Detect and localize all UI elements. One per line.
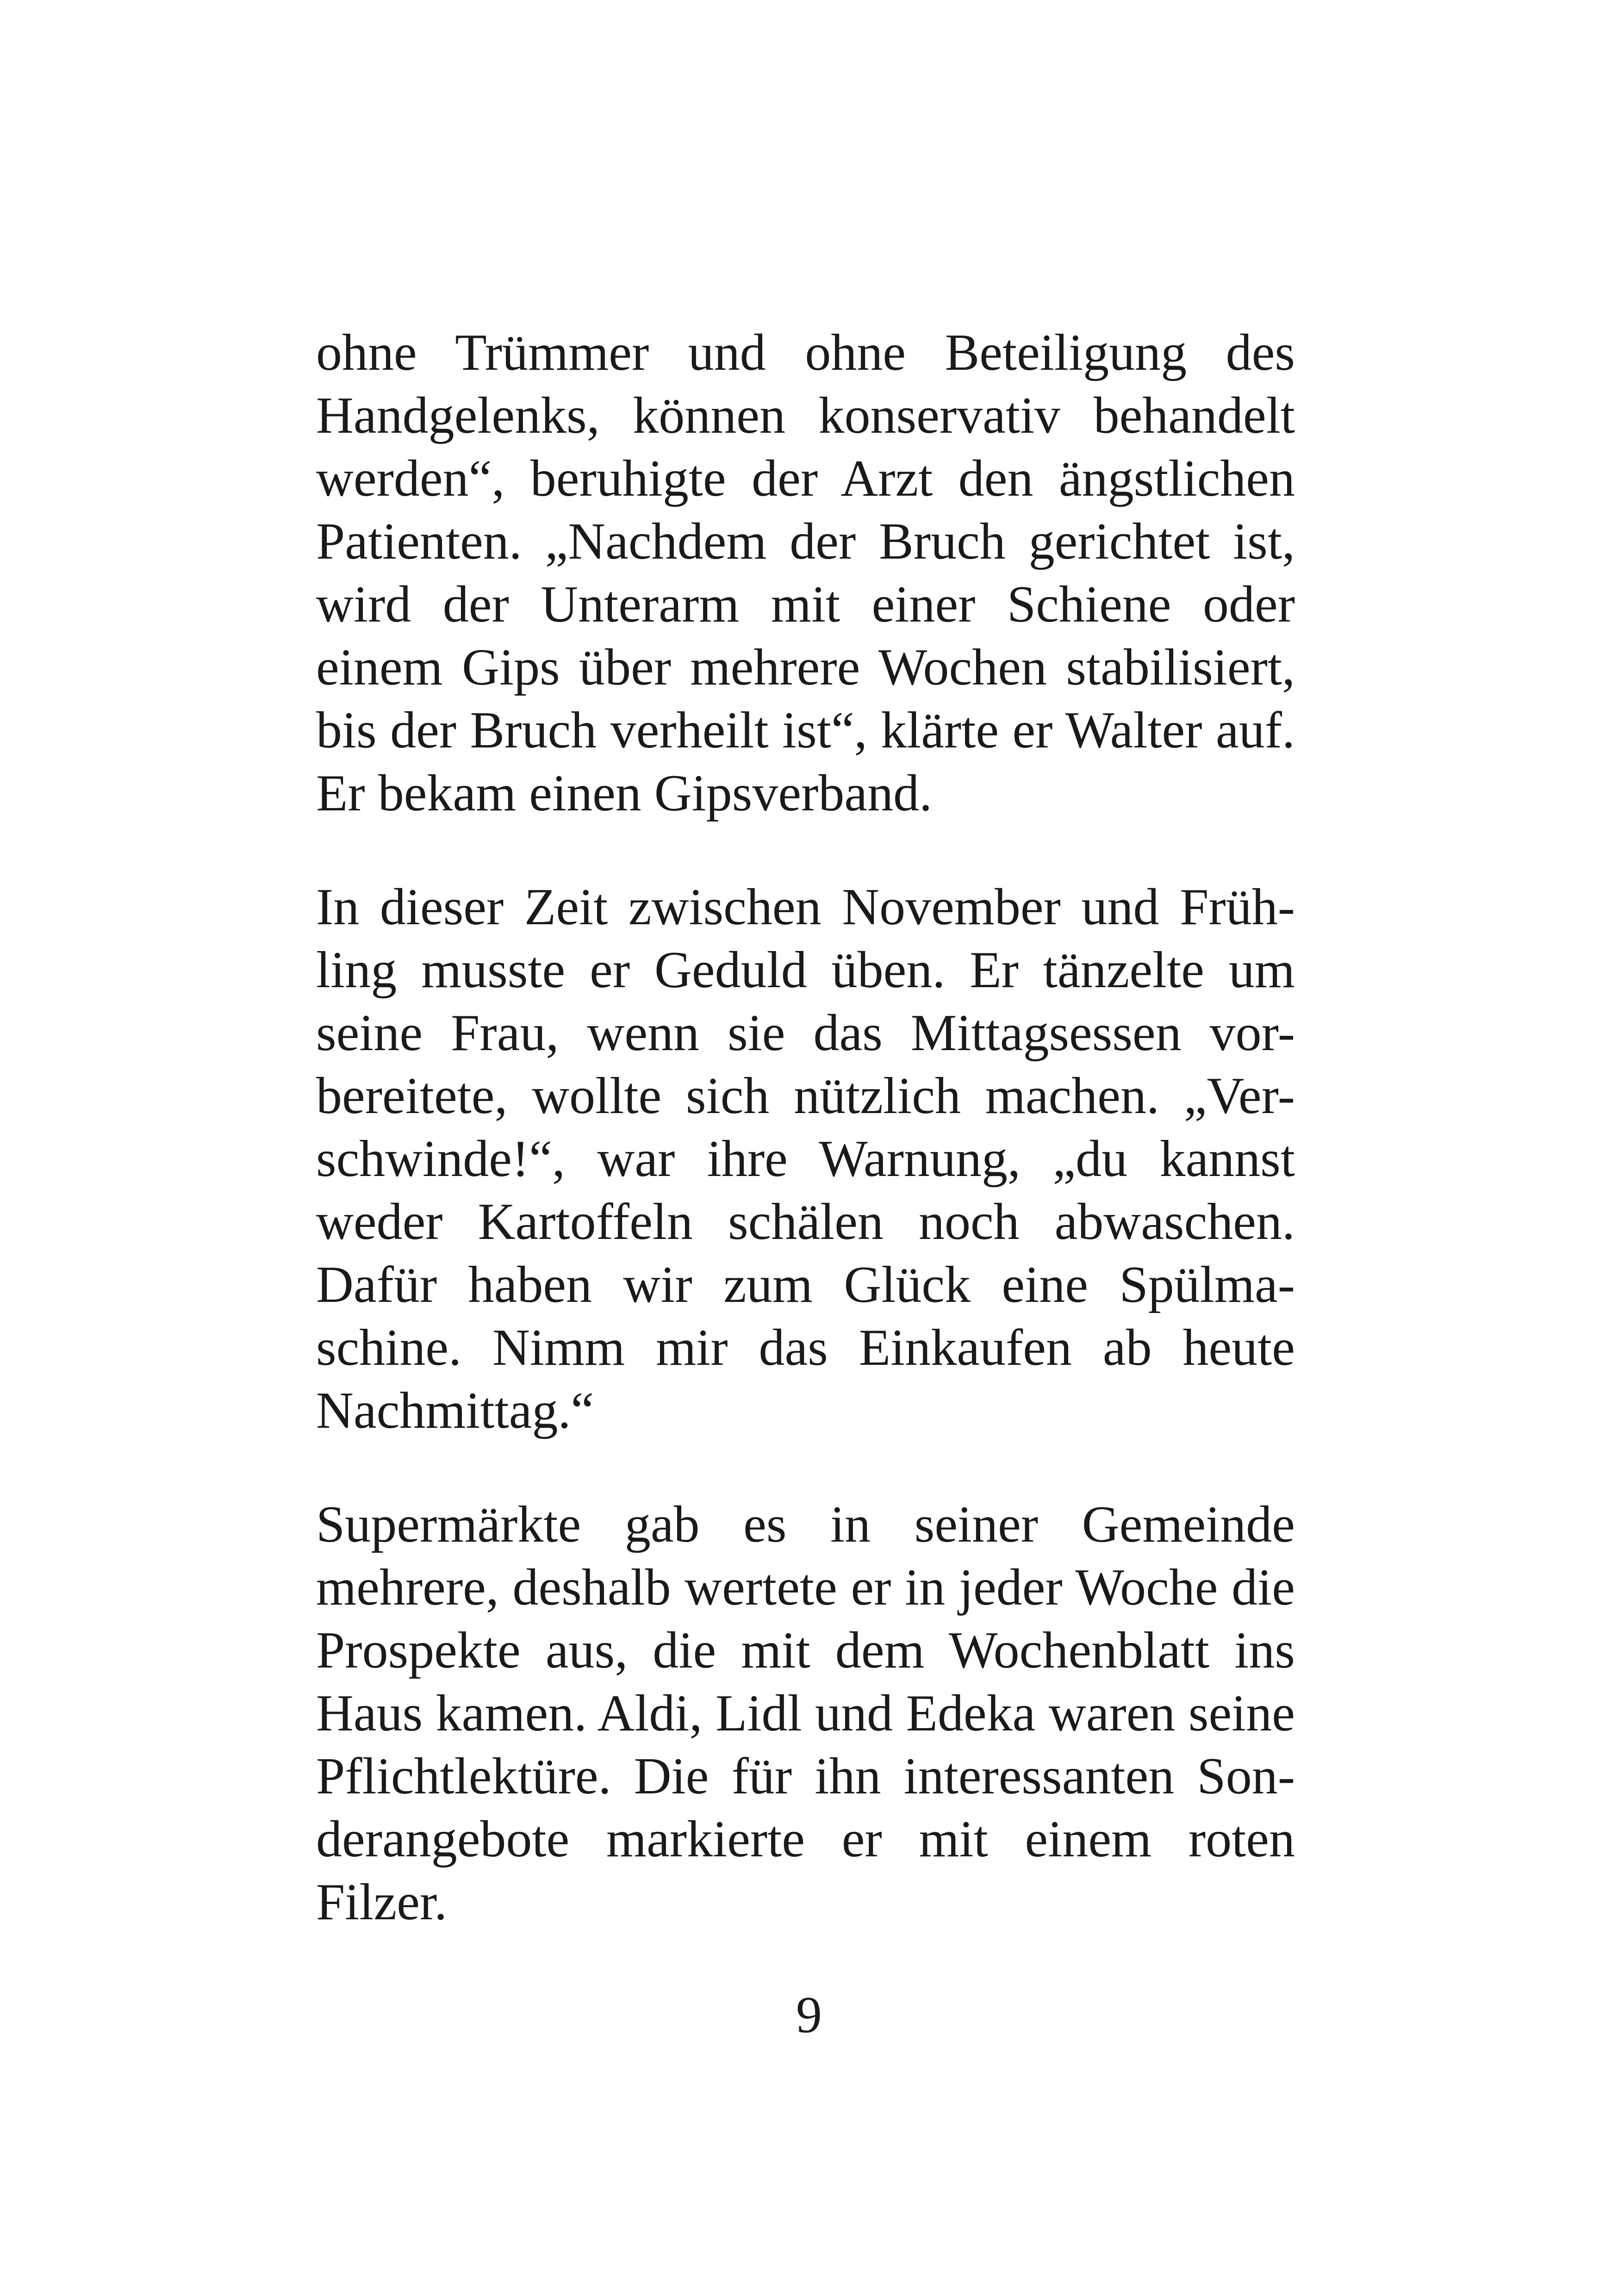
text-line: In dieser Zeit zwischen November und Früh- — [316, 878, 1295, 936]
text-line: Prospekte aus, die mit dem Wochenblatt ins — [316, 1622, 1295, 1679]
text-line: bis der Bruch verheilt ist“, klärte er Walter auf. — [316, 702, 1295, 759]
text-line: derangebote markierte er mit einem roten — [316, 1811, 1295, 1868]
text-line: Handgelenks, können konservativ behandelt — [316, 387, 1295, 444]
text-line: ling musste er Geduld üben. Er tänzelte um — [316, 941, 1295, 999]
text-line: werden“, beruhigte der Arzt den ängstlichen — [316, 450, 1295, 507]
text-line: bereitete, wollte sich nützlich machen. „Ver- — [316, 1067, 1295, 1125]
text-line: mehrere, deshalb wertete er in jeder Woche die — [316, 1559, 1295, 1616]
text-line: einem Gips über mehrere Wochen stabilisiert, — [316, 639, 1295, 696]
text-line: Patienten. „Nachdem der Bruch gerichtet ist, — [316, 513, 1295, 570]
paragraph-1 — [316, 321, 1295, 825]
text-line: Pflichtlektüre. Die für ihn interessanten Son- — [316, 1748, 1295, 1805]
text-line: Haus kamen. Aldi, Lidl und Edeka waren seine — [316, 1685, 1295, 1742]
text-line: Dafür haben wir zum Glück eine Spülma- — [316, 1256, 1295, 1313]
paragraph-2 — [316, 876, 1295, 1442]
text-line: Er bekam einen Gipsverband. — [316, 765, 933, 822]
text-line: weder Kartoffeln schälen noch abwaschen. — [316, 1193, 1295, 1251]
text-line: wird der Unterarm mit einer Schiene oder — [316, 576, 1295, 633]
text-line: ohne Trümmer und ohne Beteiligung des — [316, 324, 1295, 381]
paragraph-3 — [316, 1493, 1295, 1934]
text-line: Supermärkte gab es in seiner Gemeinde — [316, 1496, 1295, 1553]
text-line: schine. Nimm mir das Einkaufen ab heute — [316, 1319, 1295, 1376]
text-line: Nachmittag.“ — [316, 1382, 594, 1439]
page-number: 9 — [796, 1986, 822, 2044]
text-line: schwinde!“, war ihre Warnung, „du kannst — [316, 1130, 1295, 1188]
text-line: seine Frau, wenn sie das Mittagsessen vor- — [316, 1004, 1295, 1062]
text-line: Filzer. — [316, 1873, 448, 1931]
